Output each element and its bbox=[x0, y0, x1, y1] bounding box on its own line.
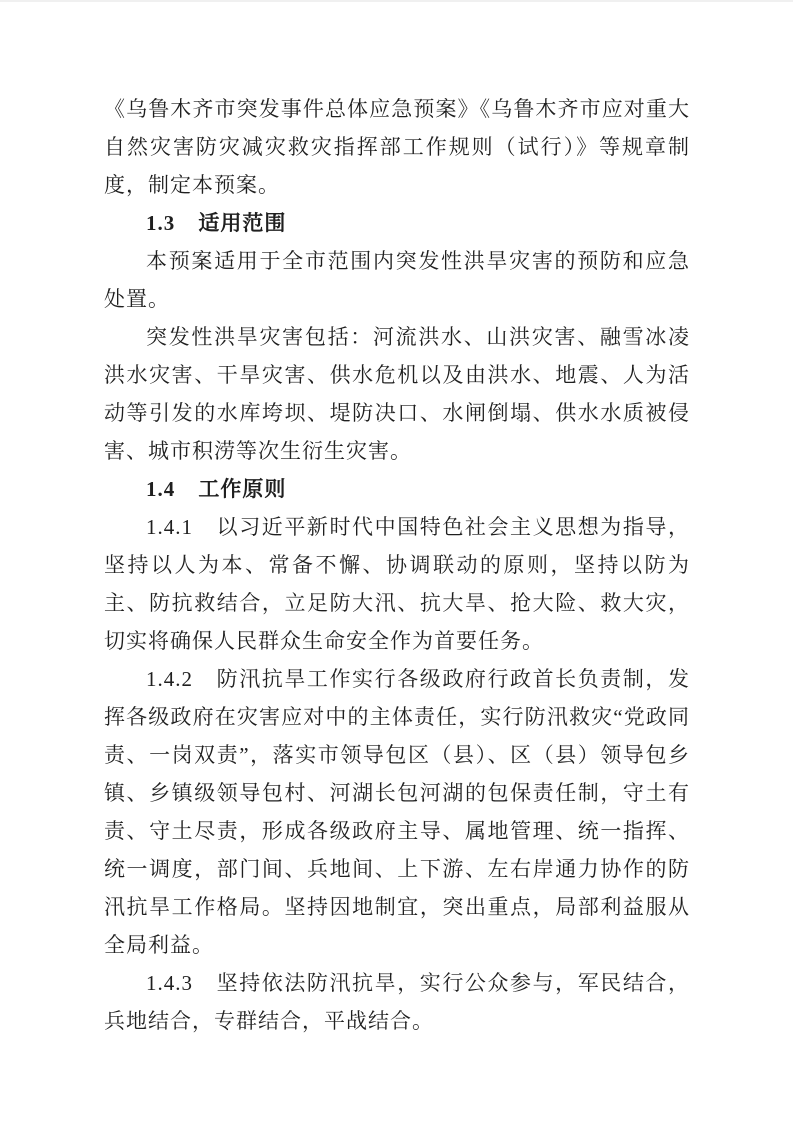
section-heading-number: 1.4 bbox=[146, 477, 176, 501]
paragraph-1-4-3 bbox=[104, 964, 690, 1040]
section-heading-1-3 bbox=[104, 204, 690, 242]
paragraph-1-4-1 bbox=[104, 508, 690, 660]
paragraph-1-4-2 bbox=[104, 660, 690, 964]
paragraph-disaster-types: 突发性洪旱灾害包括：河流洪水、山洪灾害、融雪冰凌洪水灾害、干旱灾害、供水危机以及由洪水、地震、人为活动等引发的水库垮坝、堤防决口、水闸倒塌、供水水质被侵害、城市积涝等次生衍生灾害。 bbox=[104, 325, 690, 463]
section-heading-number: 1.3 bbox=[146, 211, 176, 235]
paragraph-number: 1.4.1 bbox=[146, 515, 193, 539]
section-heading-text: 适用范围 bbox=[198, 211, 287, 235]
paragraph-text: 防汛抗旱工作实行各级政府行政首长负责制，发挥各级政府在灾害应对中的主体责任，实行防汛救灾“党政同责、一岗双责”，落实市领导包区（县）、区（县）领导包乡镇、乡镇级领导包村、河湖长包河湖的包保责任制，守土有责、守土尽责，形成各级政府主导、属地管理、统一指挥、统一调度，部门间、兵地间、上下游、左右岸通力协作的防汛抗旱工作格局。坚持因地制宜，突出重点，局部利益服从全局利益。 bbox=[104, 667, 690, 957]
paragraph-number: 1.4.3 bbox=[146, 971, 193, 995]
paragraph-continuation: 《乌鲁木齐市突发事件总体应急预案》《乌鲁木齐市应对重大自然灾害防灾减灾救灾指挥部工作规则（试行）》等规章制度，制定本预案。 bbox=[104, 97, 690, 197]
section-heading-text: 工作原则 bbox=[198, 477, 287, 501]
paragraph-text: 坚持依法防汛抗旱，实行公众参与，军民结合，兵地结合，专群结合，平战结合。 bbox=[104, 971, 690, 1033]
section-heading-1-4 bbox=[104, 470, 690, 508]
paragraph-scope: 本预案适用于全市范围内突发性洪旱灾害的预防和应急处置。 bbox=[104, 249, 690, 311]
paragraph-text: 以习近平新时代中国特色社会主义思想为指导，坚持以人为本、常备不懈、协调联动的原则，坚持以防为主、防抗救结合，立足防大汛、抗大旱、抢大险、救大灾，切实将确保人民群众生命安全作为首要任务。 bbox=[104, 515, 690, 653]
paragraph-number: 1.4.2 bbox=[146, 667, 193, 691]
